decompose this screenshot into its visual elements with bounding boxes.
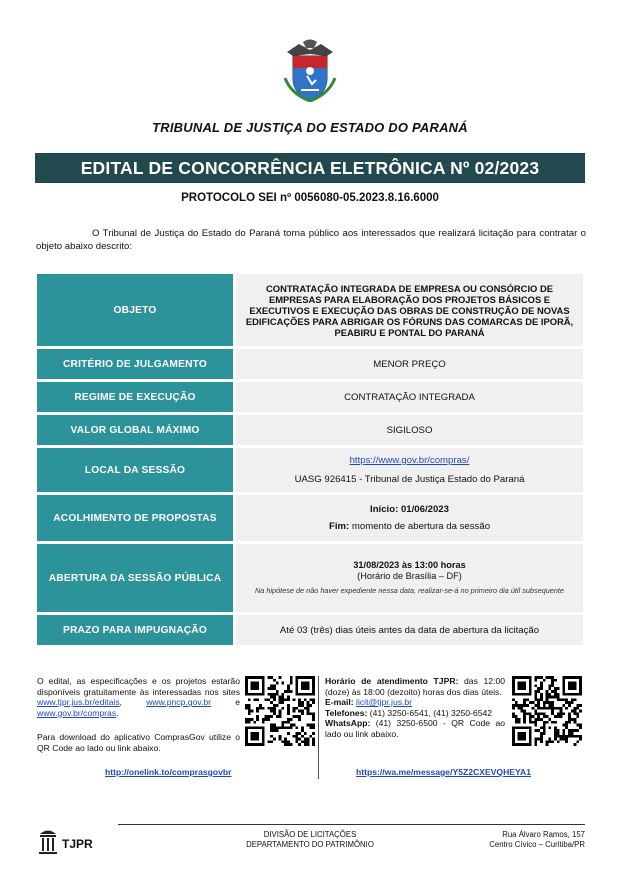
prazo-value: Até 03 (três) dias úteis antes da data de abertura da licitação [236,615,583,648]
table-row [37,495,583,544]
objeto-label: OBJETO [37,274,236,349]
regime-value: CONTRATAÇÃO INTEGRADA [236,382,583,415]
abertura-note: Na hipótese de não haver expediente nessa data, realizar-se-á no primeiro dia útil subsequente [255,586,564,596]
parana-coat-of-arms-icon [281,38,339,102]
footer-logo-text: TJPR [62,837,93,851]
contact-info [325,676,505,740]
qr-code-icon[interactable] [512,676,582,746]
abertura-value-cell [236,544,583,615]
horario-label: Horário de atendimento TJPR: [325,676,459,686]
acolhimento-label: ACOLHIMENTO DE PROPOSTAS [37,495,236,544]
acolhimento-inicio: Início: 01/06/2023 [370,504,449,515]
separator: e [211,697,240,708]
valor-label: VALOR GLOBAL MÁXIMO [37,415,236,448]
footer-department-name: DEPARTAMENTO DO PATRIMÔNIO [246,840,374,849]
abertura-label: ABERTURA DA SESSÃO PÚBLICA [37,544,236,615]
availability-info [37,676,240,754]
regime-label: REGIME DE EXECUÇÃO [37,382,236,415]
abertura-timezone: (Horário de Brasília – DF) [357,571,462,582]
court-name: TRIBUNAL DE JUSTIÇA DO ESTADO DO PARANÁ [152,120,468,135]
whatsapp-label: WhatsApp: [325,718,371,729]
table-row [37,382,583,415]
footer-address [440,830,585,850]
footer-city: Centro Cívico – Curitiba/PR [489,840,585,849]
gov-compras-link[interactable]: www.gov.br/compras [37,707,117,718]
local-value-cell [236,448,583,495]
table-row [37,615,583,648]
period: . [116,707,119,718]
prazo-label: PRAZO PARA IMPUGNAÇÃO [37,615,236,648]
compras-link[interactable]: https://www.gov.br/compras/ [349,455,470,466]
separator: , [119,697,147,708]
email-label: E-mail: [325,697,354,708]
pncp-link[interactable]: www.pncp.gov.br [146,697,212,708]
local-label: LOCAL DA SESSÃO [37,448,236,495]
protocol-number: PROTOCOLO SEI nº 0056080-05.2023.8.16.6000 [181,192,439,204]
acolhimento-value-cell [236,495,583,544]
objeto-value: CONTRATAÇÃO INTEGRADA DE EMPRESA OU CONSÓRCIO DE EMPRESAS PARA ELABORAÇÃO DOS PROJETOS BÁSICOS E EXECUTIVOS E EXECUÇÃO DAS OBRAS DE CONSTRUÇÃO DE NOVAS EDIFICAÇÕES PARA ABRIGAR OS FÓRUNS DAS COMARCAS DE IPORÃ, PEABIRU E PONTAL DO PARANÁ [236,274,583,349]
abertura-datetime: 31/08/2023 às 13:00 horas [353,560,466,571]
criterio-label: CRITÉRIO DE JULGAMENTO [37,349,236,382]
whatsapp-value: (41) 3250-6500 - QR Code ao lado ou link abaixo. [325,718,505,739]
intro-paragraph: O Tribunal de Justiça do Estado do Paraná torna público aos interessados que realizará licitação para contratar o objeto abaixo descrito: [36,228,586,252]
criterio-value: MENOR PREÇO [236,349,583,382]
comprasgov-app-link[interactable]: http://onelink.to/comprasgovbr [105,767,232,777]
page-title: EDITAL DE CONCORRÊNCIA ELETRÔNICA Nº 02/2023 [35,153,585,183]
whatsapp-link[interactable]: https://wa.me/message/Y5Z2CXEVQHEYA1 [356,767,531,777]
footer-department [200,830,420,850]
table-row [37,544,583,615]
local-value: UASG 926415 - Tribunal de Justiça Estado do Paraná [294,474,525,485]
table-row [37,448,583,495]
telefones-value: (41) 3250-6541, (41) 3250-6542 [367,707,493,718]
footer-divider [118,824,585,825]
valor-value: SIGILOSO [236,415,583,448]
tender-info-table [37,274,583,648]
table-row [37,415,583,448]
table-row [37,274,583,349]
divider [318,676,319,779]
acolhimento-fim: momento de abertura da sessão [349,521,491,532]
tjpr-editais-link[interactable]: www.tjpr.jus.br/editais [37,697,120,708]
qr-code-icon[interactable] [245,676,315,746]
availability-text: O edital, as especificações e os projetos estarão disponíveis gratuitamente às interessadas nos sites [37,676,240,697]
acolhimento-fim-label: Fim: [328,521,350,532]
table-row [37,349,583,382]
tjpr-pillar-logo-icon [37,826,59,856]
footer-division: DIVISÃO DE LICITAÇÕES [263,830,357,839]
email-link[interactable]: licit@tjpr.jus.br [356,697,413,708]
horario-value: das 12:00 (doze) às 18:00 (dezoito) horas dos dias úteis. [325,676,506,697]
footer-street: Rua Álvaro Ramos, 157 [502,830,585,839]
telefones-label: Telefones: [325,707,368,718]
app-download-text: Para download do aplicativo ComprasGov utilize o QR Code ao lado ou link abaixo. [37,732,240,753]
